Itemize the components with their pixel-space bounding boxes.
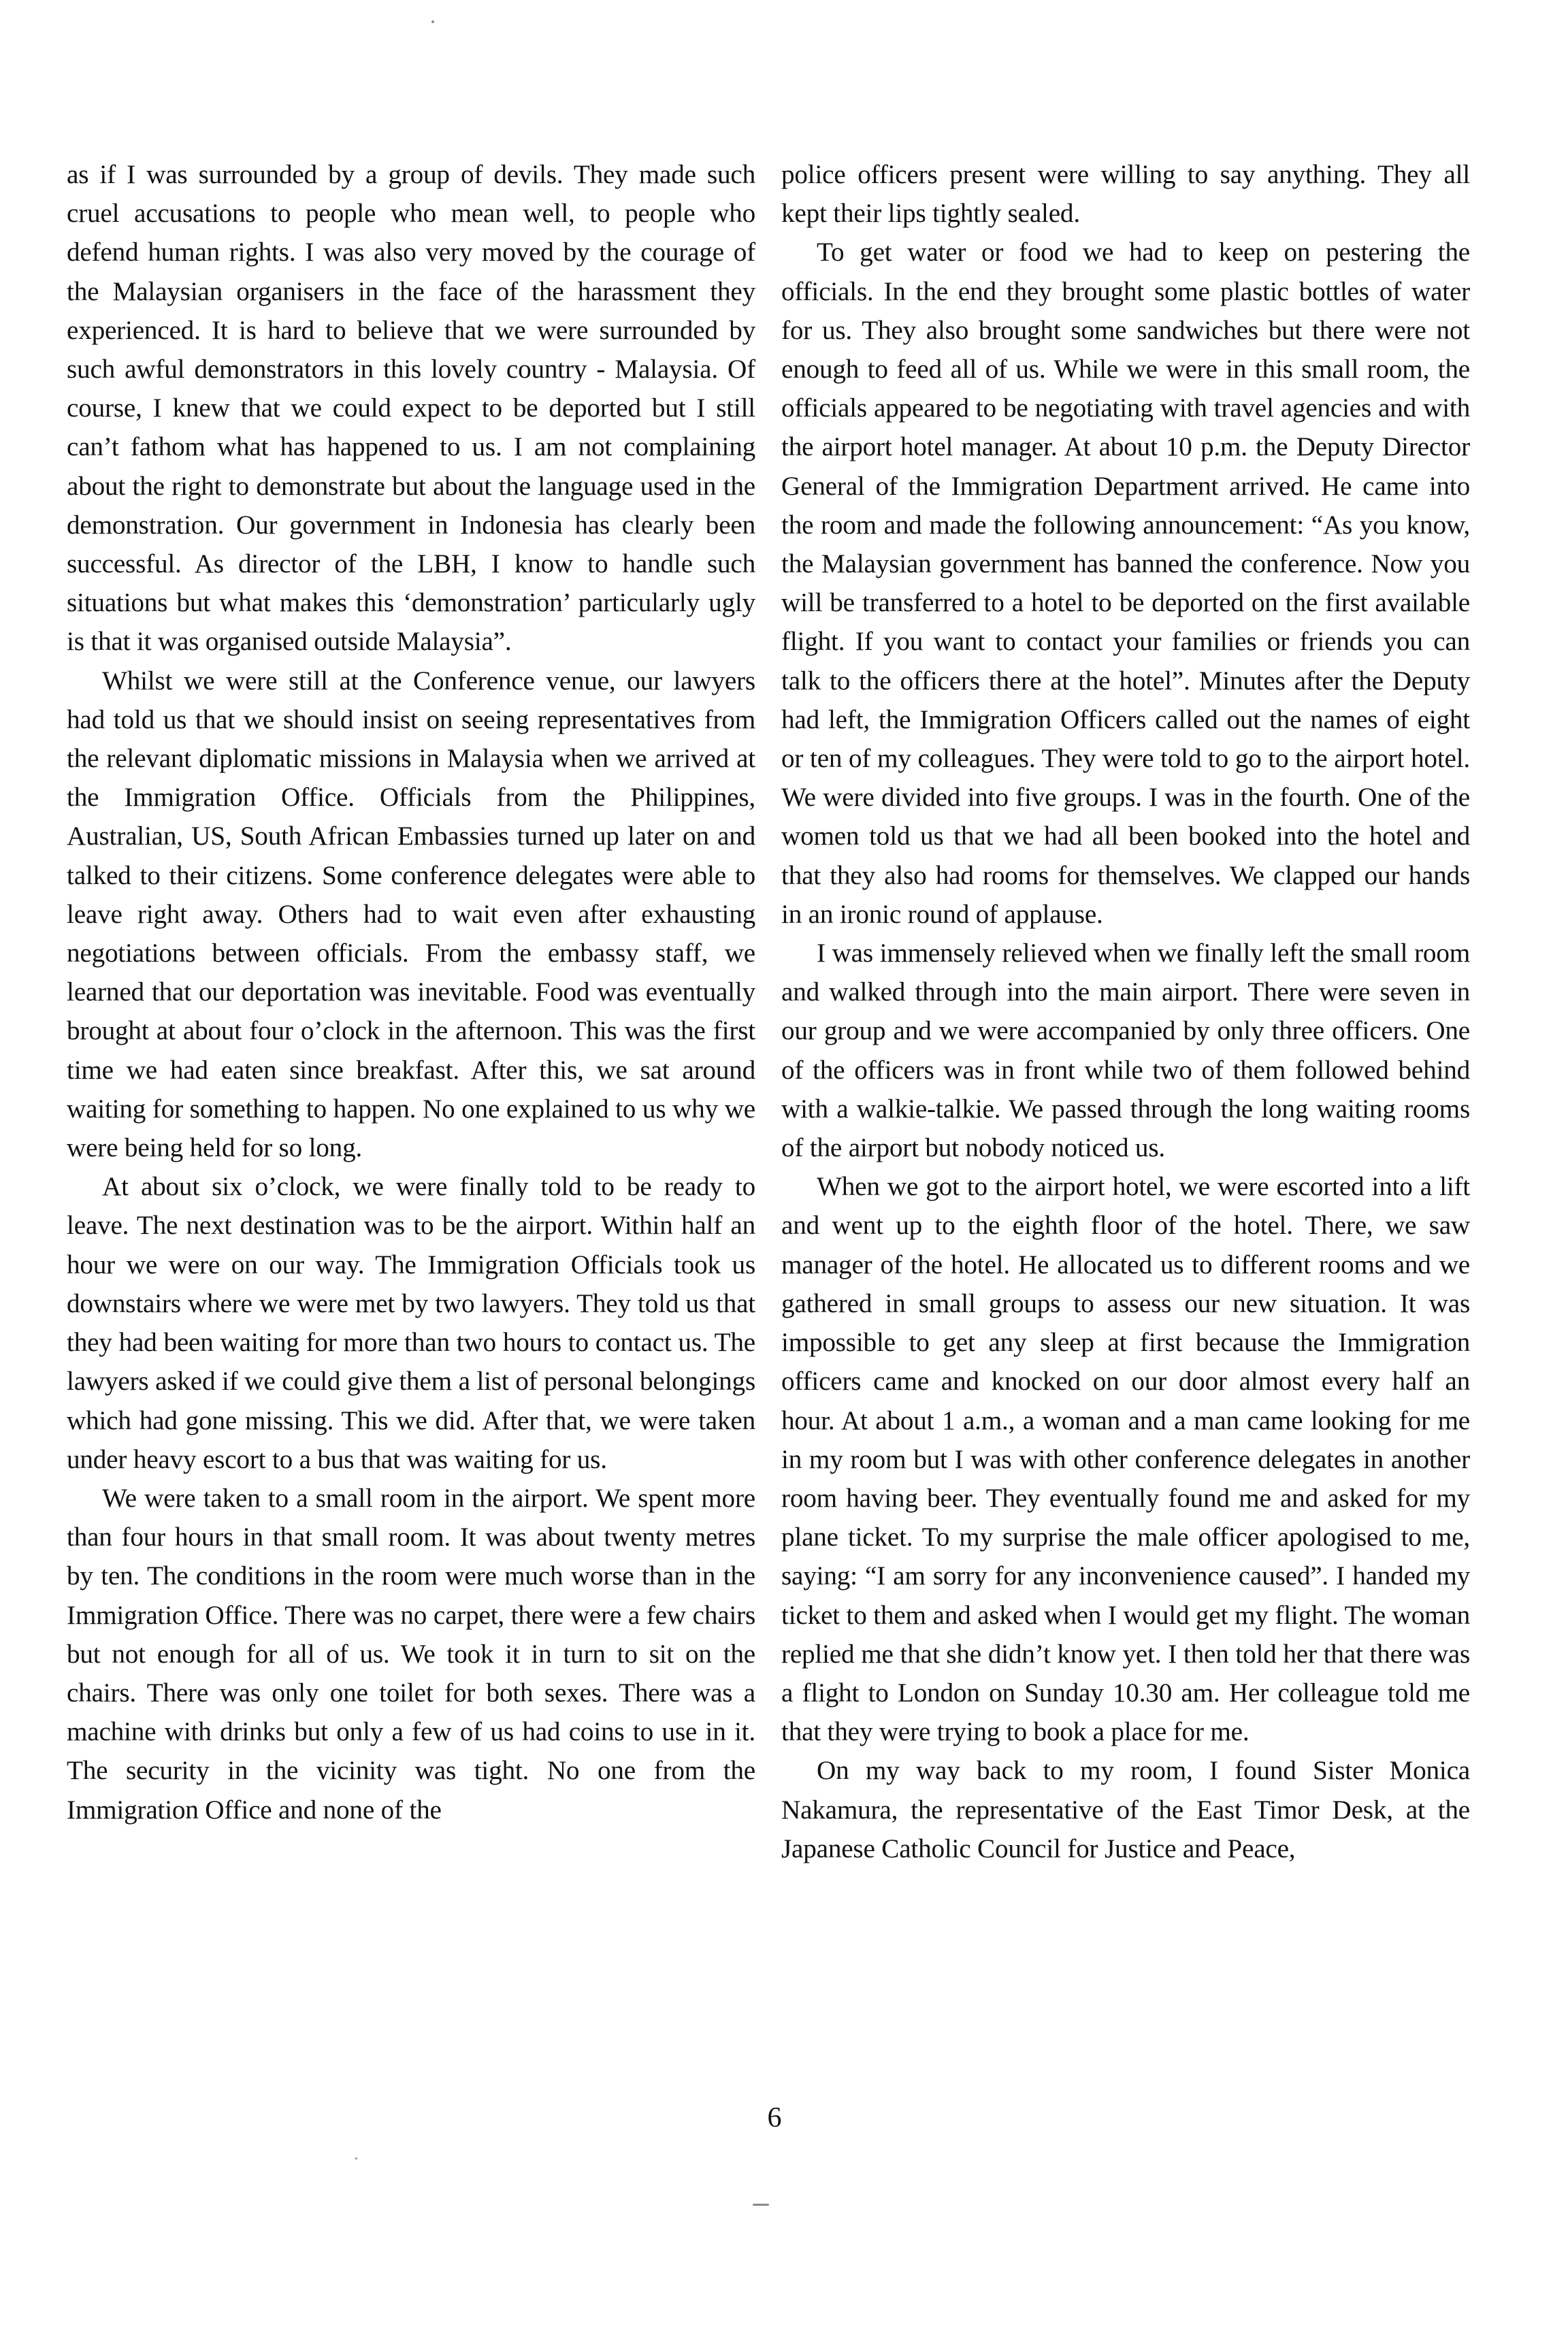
scan-speck — [355, 2157, 357, 2159]
paragraph: Whilst we were still at the Conference venue, our lawyers had told us that we should insist on seeing representatives from the relevant diplomatic missions in Malaysia when we arrived at the Immigration Office. Officials from the Philippines, Australian, US, South African Embassies turned up later on and talked to their citizens. Some conference delegates were able to leave right away. Others had to wait even after exhausting negotiations between officials. From the embassy staff, we learned that our deportation was inevitable. Food was eventually brought at about four o’clock in the afternoon. This was the first time we had eaten since breakfast. After this, we sat around waiting for something to happen. No one explained to us why we were being held for so long. — [67, 666, 755, 1163]
scan-speck — [431, 20, 434, 23]
paragraph: On my way back to my room, I found Sister Monica Nakamura, the representative of the East Timor Desk, at the Japanese Catholic Council for Justice and Peace, — [781, 1756, 1470, 1863]
scan-speck — [753, 2204, 769, 2206]
paragraph: To get water or food we had to keep on pestering the officials. In the end they brought some plastic bottles of water for us. They also brought some sandwiches but there were not enough to feed all of us. While we were in this small room, the officials appeared to be negotiating with travel agencies and with the airport hotel manager. At about 10 p.m. the Deputy Director General of the Immigration Department arrived. He came into the room and made the following announcement: “As you know, the Malaysian government has banned the conference. Now you will be transferred to a hotel to be deported on the first available flight. If you want to contact your families or friends you can talk to the officers there at the hotel”. Minutes after the Deputy had left, the Immigration Officers called out the names of eight or ten of my colleagues. They were told to go to the airport hotel. We were divided into five groups. I was in the fourth. One of the women told us that we had all been booked into the hotel and that they also had rooms for themselves. We clapped our hands in an ironic round of applause. — [781, 238, 1470, 929]
paragraph: We were taken to a small room in the airport. We spent more than four hours in that small room. It was about twenty metres by ten. The conditions in the room were much worse than in the Immigration Office. There was no carpet, there were a few chairs but not enough for all of us. We took it in turn to sit on the chairs. There was only one toilet for both sexes. There was a machine with drinks but only a few of us had coins to use in it. The security in the vicinity was tight. No one from the Immigration Office and none of the — [67, 1483, 755, 1825]
paragraph: When we got to the airport hotel, we were escorted into a lift and went up to the eighth floor of the hotel. There, we saw manager of the hotel. He allocated us to different rooms and we gathered in small groups to assess our new situation. It was impossible to get any sleep at first because the Immigration officers came and knocked on our door almost every half an hour. At about 1 a.m., a woman and a man came looking for me in my room but I was with other conference delegates in another room having beer. They eventually found me and asked for my plane ticket. To my surprise the male officer apologised to me, saying: “I am sorry for any inconvenience caused”. I handed my ticket to them and asked when I would get my flight. The woman replied me that she didn’t know yet. I then told her that there was a flight to London on Sunday 10.30 am. Her colleague told me that they were trying to book a place for me. — [781, 1172, 1470, 1747]
page-number: 6 — [767, 2102, 782, 2134]
paragraph: as if I was surrounded by a group of devils. They made such cruel accusations to people who mean well, to people who defend human rights. I was also very moved by the courage of the Malaysian organisers in the face of the harassment they experienced. It is hard to believe that we were surrounded by such awful demonstrators in this lovely country - Malaysia. Of course, I knew that we could expect to be deported but I still can’t fathom what has happened to us. I am not complaining about the right to demonstrate but about the language used in the demonstration. Our government in Indonesia has clearly been successful. As director of the LBH, I know to handle such situations but what makes this ‘demonstration’ particularly ugly is that it was organised outside Malaysia”. — [67, 160, 755, 657]
paragraph: police officers present were willing to say anything. They all kept their lips tightly sealed. — [781, 160, 1470, 229]
right-column — [781, 155, 1470, 1868]
paragraph: I was immensely relieved when we finally left the small room and walked through into the main airport. There were seven in our group and we were accompanied by only three officers. One of the officers was in front while two of them followed behind with a walkie-talkie. We passed through the long waiting rooms of the airport but nobody noticed us. — [781, 939, 1470, 1163]
left-column — [67, 155, 755, 1829]
paragraph: At about six o’clock, we were finally told to be ready to leave. The next destination was to be the airport. Within half an hour we were on our way. The Immigration Officials took us downstairs where we were met by two lawyers. They told us that they had been waiting for more than two hours to contact us. The lawyers asked if we could give them a list of personal belongings which had gone missing. This we did. After that, we were taken under heavy escort to a bus that was waiting for us. — [67, 1172, 755, 1474]
